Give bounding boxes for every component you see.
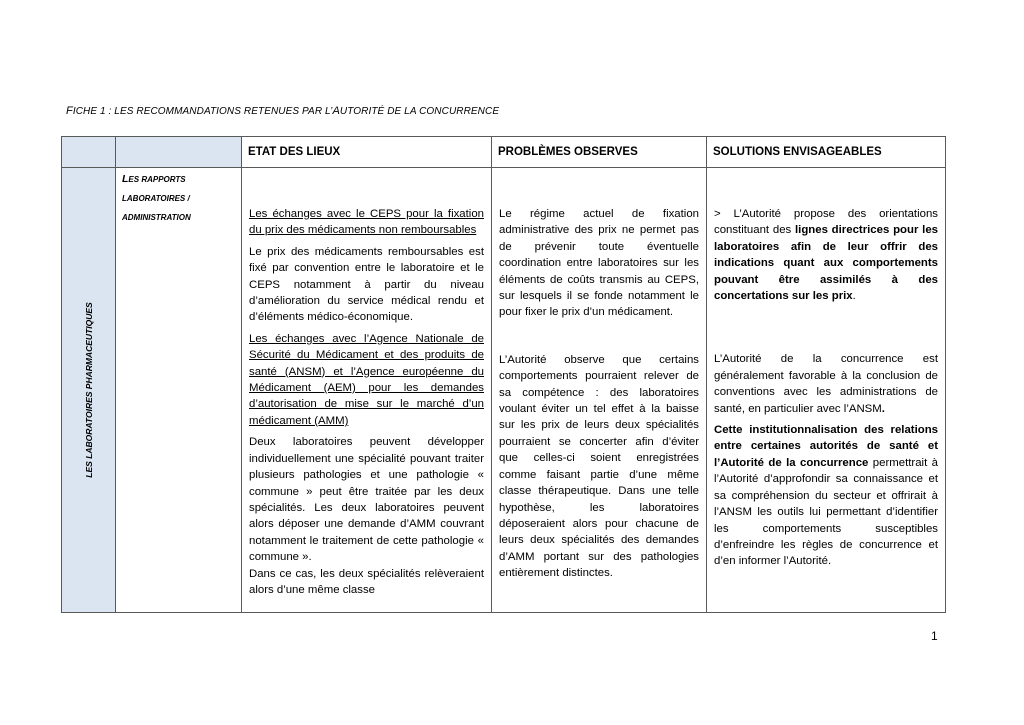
subcategory-initial: L — [122, 173, 129, 185]
table-row — [62, 168, 946, 613]
solutions-p2-end: . — [881, 402, 885, 415]
solutions-paragraph-institutionnalisation — [714, 422, 938, 570]
solutions-p2-text: L’Autorité de la concurrence est généralement favorable à la conclusion de conventions avec les administrations de santé, en particulier avec l’ANSM — [714, 353, 938, 415]
header-problemes — [492, 137, 707, 168]
solutions-paragraph-conventions — [714, 351, 938, 417]
etat-paragraph-ceps: Le prix des médicaments remboursables est fixé par convention entre le laboratoire et le CEPS notamment à partir du niveau d’amélioration du service médical rendu et d’éléments médico-économique. — [249, 245, 484, 324]
subcategory-label — [116, 168, 241, 227]
header-corner-sub — [116, 137, 242, 168]
subcategory-line3: ADMINISTRATION — [122, 213, 191, 222]
fiche-title — [66, 105, 499, 117]
recommendations-table — [61, 136, 946, 613]
solutions-p3-text: permettrait à l’Autorité d’approfondir sa connaissance et sa compréhension du secteur et offrirait à l’ANSM les outils lui permettant d’identifier les comportements susceptibles d’enfreindre les règles de concurrence et d’en informer l’Autorité. — [714, 456, 938, 568]
fiche-title-autorite: UTORITÉ DE LA CONCURRENCE — [339, 106, 500, 117]
solutions-p1-text: > L’Autorité propose des orientations constituant des — [714, 208, 938, 237]
row-category-cell — [62, 168, 116, 613]
table-header-row — [62, 137, 946, 168]
header-etat — [242, 137, 492, 168]
etat-cell — [242, 168, 492, 613]
subcategory-line2: LABORATOIRES / — [122, 194, 190, 203]
subcategory-line1: ES RAPPORTS — [128, 175, 186, 184]
solutions-cell — [707, 168, 946, 613]
etat-paragraph-ansm-title: Les échanges avec l’Agence Nationale de Sécurité du Médicament et des produits de santé (ANSM) et l’Agence européenne du Médicament (AEM) pour les demandes d’autorisation de mise sur le marché d’un médicament (AMM) — [249, 332, 484, 427]
fiche-title-text: ICHE 1 : LES RECOMMANDATIONS RETENUES PAR L’ — [72, 106, 333, 117]
problemes-cell — [492, 168, 707, 613]
header-solutions — [707, 137, 946, 168]
solutions-p3-bold: Cette institutionnalisation des relations entre certaines autorités de santé et l’Autorité de la concurrence — [714, 424, 938, 469]
page-number: 1 — [931, 629, 938, 643]
etat-paragraph-classe: Dans ce cas, les deux spécialités relèveraient alors d’une même classe — [249, 567, 484, 596]
fiche-title-a: A — [332, 105, 340, 117]
row-category-label: LES LABORATOIRES PHARMACEUTIQUES — [83, 302, 94, 478]
header-corner-left — [62, 137, 116, 168]
solutions-p1-end: . — [852, 290, 856, 303]
header-problemes-label: PROBLÈMES OBSERVES — [498, 146, 638, 158]
subcategory-cell — [116, 168, 242, 613]
problemes-paragraph-comportements: L’Autorité observe que certains comportements pourraient relever de sa compétence : des laboratoires voulant éviter un tel effet à la baisse sur les prix de leurs deux spécialités pourraient se concerter afin d’éviter que celles-ci soient enregistrées comme faisant partie d’une même classe thérapeutique. Dans une telle hypothèse, les laboratoires déposeraient alors pour chacune de leurs deux spécialités des demandes d’AMM portant sur des pathologies entièrement distinctes. — [499, 353, 699, 580]
solutions-p1-bold: lignes directrices pour les laboratoires afin de leur offrir des indications quant aux comportements pouvant être assimilés à des concertations sur les prix — [714, 224, 938, 303]
solutions-paragraph-orientations — [714, 206, 938, 304]
etat-paragraph-ceps-title: Les échanges avec le CEPS pour la fixation du prix des médicaments non remboursables — [249, 208, 484, 237]
fiche-title-initial: F — [66, 105, 73, 117]
etat-paragraph-laboratoires: Deux laboratoires peuvent développer individuellement une spécialité pouvant traiter plusieurs pathologies et une pathologie « commune » peut être traitée par les deux spécialités. Les deux laboratoires peuvent alors déposer une demande d’AMM couvrant notamment le traitement de cette pathologie « commune ». — [249, 436, 484, 564]
problemes-paragraph-regime: Le régime actuel de fixation administrative des prix ne permet pas de prévenir toute éventuelle coordination entre laboratoires sur les éléments de coûts transmis au CEPS, sur lesquels il se fonde notamment le pour fixer le prix d’un médicament. — [499, 208, 699, 319]
header-solutions-label: SOLUTIONS ENVISAGEABLES — [713, 146, 882, 158]
header-etat-label: ETAT DES LIEUX — [248, 146, 341, 158]
